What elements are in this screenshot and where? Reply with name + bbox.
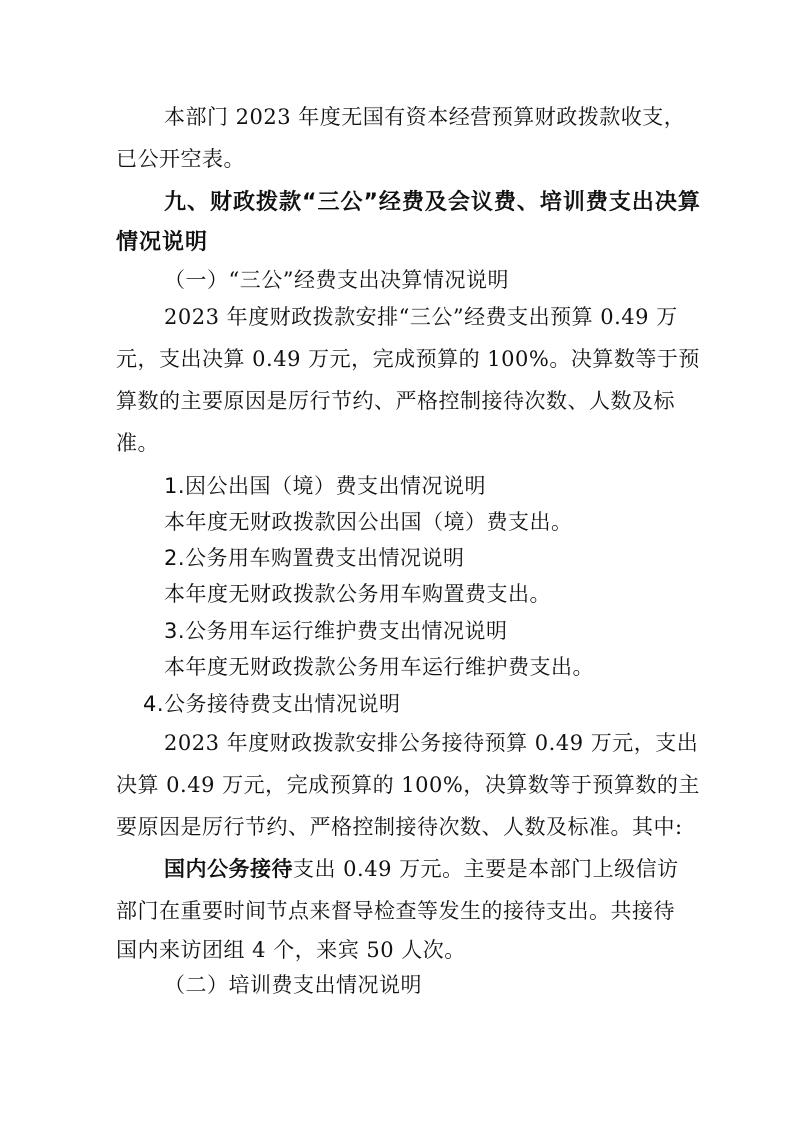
sub1-para-line1: 2023 年度财政拨款安排“三公”经费支出预算 0.49 万 bbox=[164, 305, 678, 329]
section9-title-line2: 情况说明 bbox=[116, 230, 209, 255]
item4-para-line1: 2023 年度财政拨款安排公务接待预算 0.49 万元，支出 bbox=[164, 731, 699, 755]
item3-title: 3.公务用车运行维护费支出情况说明 bbox=[164, 619, 508, 643]
item1-text: 本年度无财政拨款因公出国（境）费支出。 bbox=[164, 510, 573, 534]
sub1-para-line2: 元，支出决算 0.49 万元，完成预算的 100%。决算数等于预 bbox=[116, 347, 700, 371]
sub1-title: （一）“三公”经费支出决算情况说明 bbox=[164, 268, 509, 292]
item1-title: 1.因公出国（境）费支出情况说明 bbox=[164, 474, 487, 498]
domestic-reception-text: 支出 0.49 万元。主要是本部门上级信访 bbox=[293, 857, 679, 881]
para1-line1: 本部门 2023 年度无国有资本经营预算财政拨款收支， bbox=[164, 105, 686, 129]
item4-title: 4.公务接待费支出情况说明 bbox=[143, 692, 401, 716]
sub1-para-line3: 算数的主要原因是厉行节约、严格控制接待次数、人数及标 bbox=[116, 389, 675, 413]
sub2-title: （二）培训费支出情况说明 bbox=[164, 973, 422, 997]
section9-title-line1: 九、财政拨款“三公”经费及会议费、培训费支出决算 bbox=[164, 190, 701, 215]
item4-para-line2: 决算 0.49 万元，完成预算的 100%，决算数等于预算数的主 bbox=[116, 773, 700, 797]
item4-para-line3: 要原因是厉行节约、严格控制接待次数、人数及标准。其中: bbox=[116, 815, 683, 839]
item3-text: 本年度无财政拨款公务用车运行维护费支出。 bbox=[164, 655, 594, 679]
para1-line2: 已公开空表。 bbox=[116, 147, 245, 171]
sub1-para-line4: 准。 bbox=[116, 431, 159, 455]
domestic-reception-line2: 部门在重要时间节点来督导检查等发生的接待支出。共接待 bbox=[116, 899, 675, 923]
domestic-reception-label: 国内公务接待 bbox=[164, 857, 293, 881]
domestic-reception-line3: 国内来访团组 4 个，来宾 50 人次。 bbox=[116, 938, 466, 962]
item2-text: 本年度无财政拨款公务用车购置费支出。 bbox=[164, 582, 551, 606]
item2-title: 2.公务用车购置费支出情况说明 bbox=[164, 546, 465, 570]
domestic-reception-line1 bbox=[164, 855, 679, 883]
